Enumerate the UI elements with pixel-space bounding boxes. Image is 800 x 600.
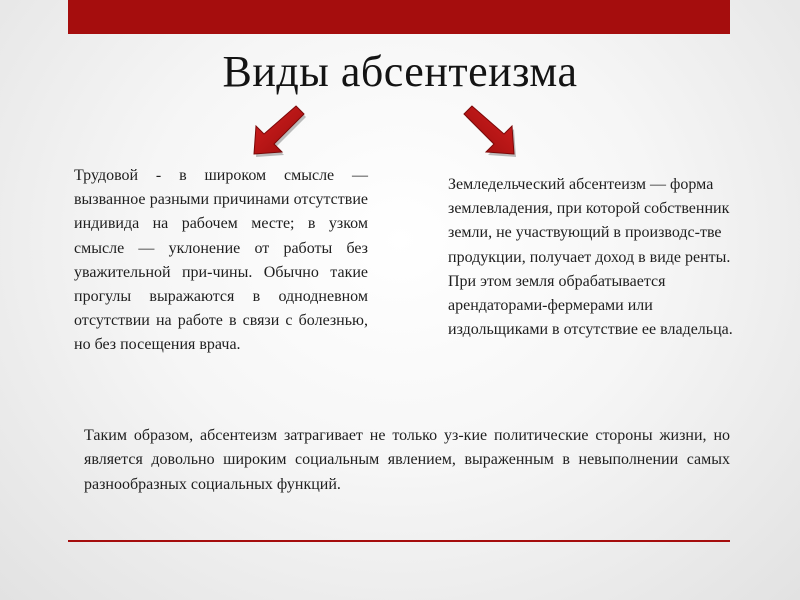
summary-text: Таким образом, абсентеизм затрагивает не только уз-кие политические стороны жизни, но является довольно широким социальным явлением, выраженным в невыполнении самых разнообразных социальных функций. (84, 427, 730, 493)
top-accent-bar (68, 0, 730, 34)
labor-absenteeism-text: Трудовой - в широком смысле — вызванное разными причинами отсутствие индивида на рабочем месте; в узком смысле — уклонение от работы без уважительной при-чины. Обычно такие прогулы выражаются в однодневном отсутствии на работе в связи с болезнью, но без посещения врача. (74, 167, 368, 354)
slide-title: Виды абсентеизма (222, 47, 578, 96)
bottom-accent-line (68, 540, 730, 542)
agrarian-absenteeism-text: Земледельческий абсентеизм — форма землевладения, при которой собственник земли, не участвующий в производс-тве продукции, получает доход в виде ренты. При этом земля обрабатывается арендаторами-фермерами или издольщиками в отсутствие ее владельца. (448, 176, 733, 339)
arrow-down-left-icon (248, 102, 308, 162)
arrow-down-right-icon (460, 102, 520, 162)
